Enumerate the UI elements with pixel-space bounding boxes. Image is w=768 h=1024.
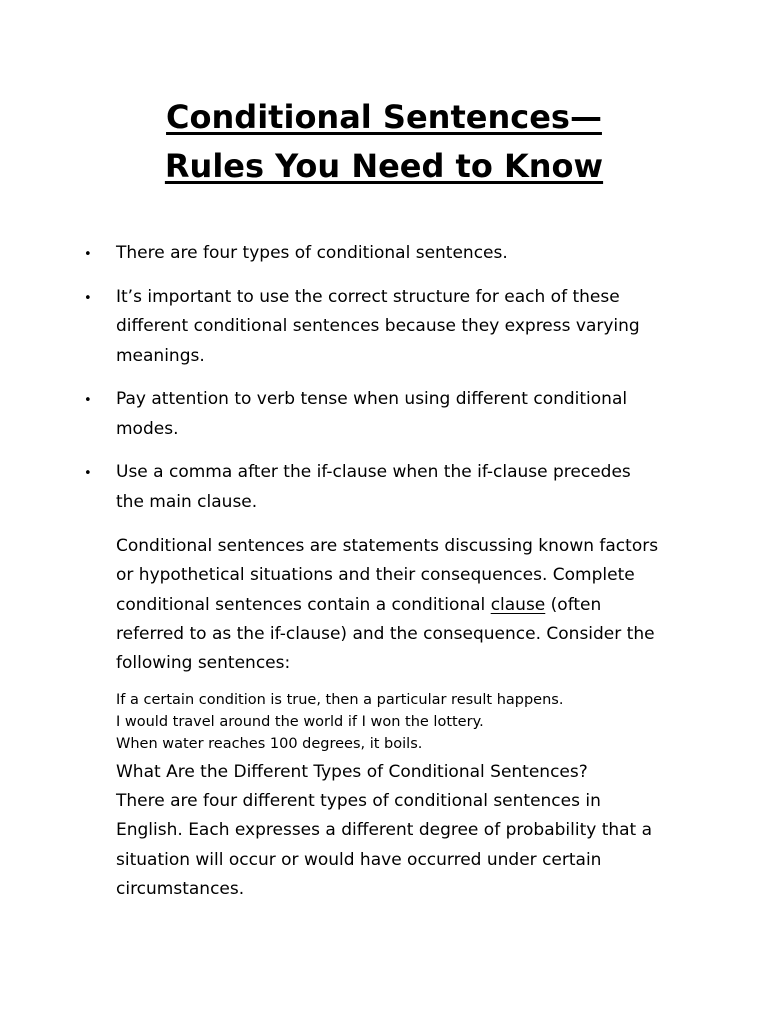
page-title bbox=[0, 93, 768, 191]
example-sentence: I would travel around the world if I won the lottery. bbox=[116, 714, 484, 730]
bullet-icon: • bbox=[84, 466, 92, 481]
list-item-text: There are four types of conditional sentences. bbox=[116, 243, 508, 263]
key-points-list bbox=[0, 239, 768, 531]
example-sentences bbox=[116, 689, 656, 755]
list-item bbox=[0, 385, 656, 444]
section-heading: What Are the Different Types of Conditional Sentences? bbox=[116, 762, 588, 782]
example-sentence: When water reaches 100 degrees, it boils. bbox=[116, 736, 423, 752]
title-line-2: Rules You Need to Know bbox=[164, 147, 604, 185]
title-line-1: Conditional Sentences— bbox=[166, 98, 602, 136]
bullet-icon: • bbox=[84, 290, 92, 306]
clause-link[interactable]: clause bbox=[490, 594, 546, 615]
list-item-text: Pay attention to verb tense when using different conditional modes. bbox=[116, 389, 628, 439]
intro-text-after-link: (often referred to as the if-clause) and the consequence. Consider the following sentences: bbox=[116, 594, 655, 674]
list-item bbox=[0, 458, 656, 517]
list-item bbox=[0, 283, 656, 372]
bullet-icon: • bbox=[84, 393, 92, 408]
intro-text-before-link: Conditional sentences are statements discussing known factors or hypothetical situations and their consequences. Complete conditional sentences contain a conditional bbox=[116, 536, 659, 615]
list-item bbox=[0, 239, 656, 269]
intro-paragraph bbox=[116, 532, 661, 678]
bullet-icon: • bbox=[84, 247, 92, 262]
list-item-text: It’s important to use the correct structure for each of these different conditional sentences because they express varying meanings. bbox=[116, 286, 640, 366]
example-sentence: If a certain condition is true, then a particular result happens. bbox=[116, 692, 564, 708]
section-paragraph: There are four different types of conditional sentences in English. Each expresses a different degree of probability that a situation will occur or would have occurred under certain circumstances. bbox=[116, 791, 653, 899]
list-item-text: Use a comma after the if-clause when the if-clause precedes the main clause. bbox=[116, 462, 631, 512]
